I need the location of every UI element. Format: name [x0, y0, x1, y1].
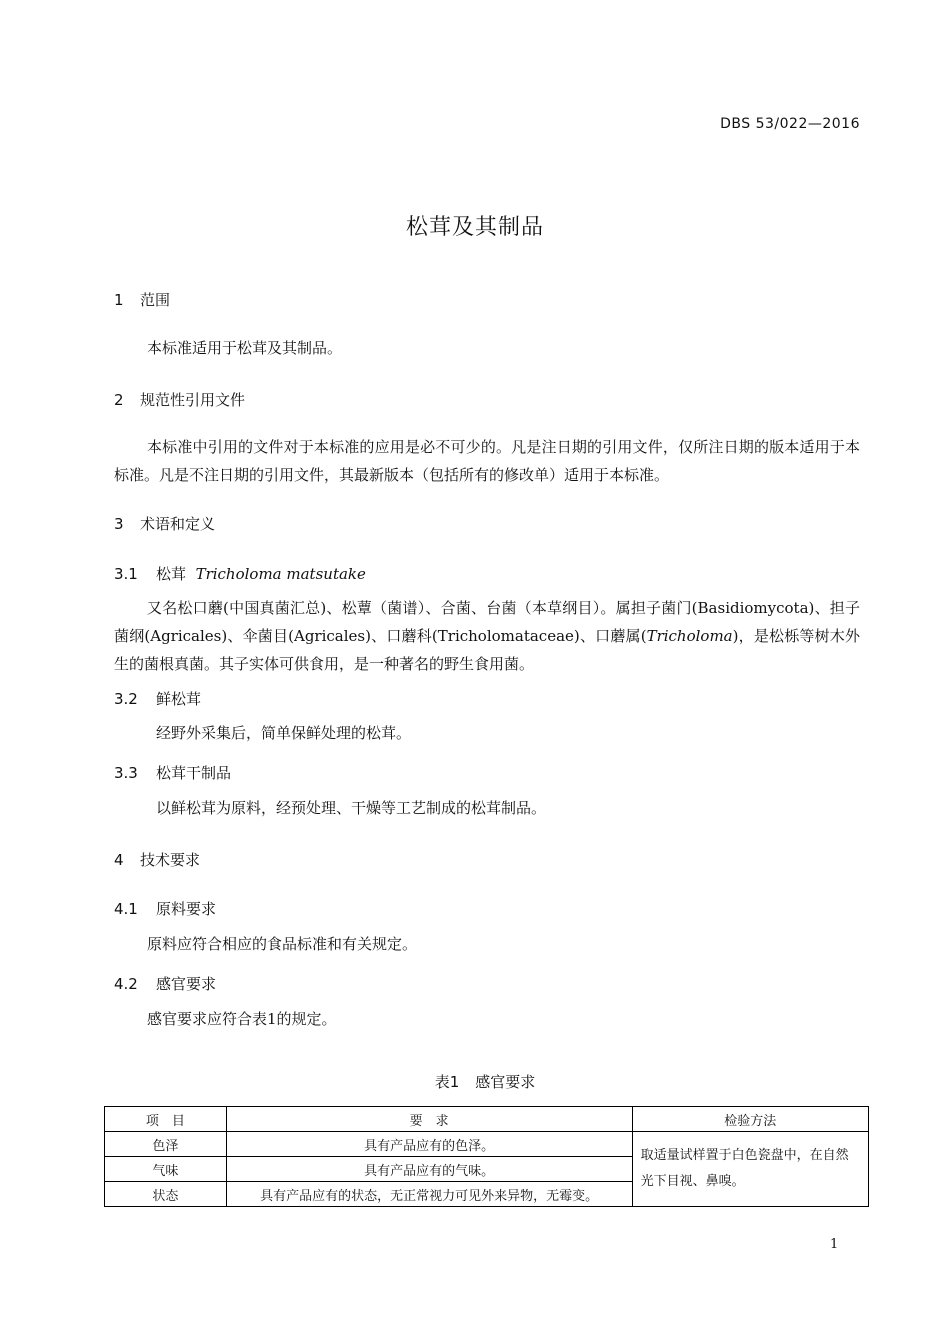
section-2-heading: [114, 389, 245, 410]
cell-requirement: 具有产品应有的状态，无正常视力可见外来异物，无霉变。: [226, 1182, 632, 1207]
section-title: 技术要求: [140, 851, 201, 869]
section-title: 松茸干制品: [156, 764, 232, 782]
section-number: 2: [114, 391, 124, 409]
section-number: 4.2: [114, 975, 138, 993]
section-number: 3.2: [114, 690, 138, 708]
section-3-1-heading: [114, 563, 366, 584]
genus-italic: Tricholoma: [646, 627, 733, 645]
cell-item: 状态: [105, 1182, 227, 1207]
header-requirement: 要 求: [226, 1107, 632, 1132]
cell-item: 色泽: [105, 1132, 227, 1157]
header-item: 项 目: [105, 1107, 227, 1132]
section-number: 3.3: [114, 764, 138, 782]
section-3-3-heading: [114, 762, 231, 783]
section-title: 规范性引用文件: [140, 391, 246, 409]
section-3-2-heading: [114, 688, 201, 709]
table-caption-number: 表1: [434, 1073, 460, 1091]
table-row: [105, 1132, 869, 1157]
section-2-body: 本标准中引用的文件对于本标准的应用是必不可少的。凡是注日期的引用文件，仅所注日期的版本适用于本标准。凡是不注日期的引用文件，其最新版本（包括所有的修改单）适用于本标准。: [114, 438, 860, 484]
section-number: 4: [114, 851, 124, 869]
cell-requirement: 具有产品应有的气味。: [226, 1157, 632, 1182]
section-title: 术语和定义: [140, 515, 216, 533]
section-1-heading: [114, 289, 170, 310]
page-number: 1: [830, 1237, 839, 1252]
section-4-2-heading: [114, 973, 216, 994]
section-3-2-body: 经野外采集后，简单保鲜处理的松茸。: [156, 724, 412, 742]
section-4-1-heading: [114, 898, 216, 919]
section-number: 4.1: [114, 900, 138, 918]
table-caption: [0, 1071, 950, 1092]
sensory-requirements-table: [104, 1106, 869, 1207]
section-3-heading: [114, 513, 215, 534]
latin-name: Tricholoma matsutake: [195, 565, 366, 583]
table-header-row: [105, 1107, 869, 1132]
table-caption-title: 感官要求: [475, 1073, 536, 1091]
section-number: 1: [114, 291, 124, 309]
section-4-1-body: 原料应符合相应的食品标准和有关规定。: [147, 935, 418, 953]
definition-text-b: )，是松栎等树木外生的菌根真菌。其子实体可供食用，是一种著名的野生食用菌。: [114, 627, 860, 673]
standard-code: DBS 53/022—2016: [720, 116, 860, 132]
section-title: 范围: [140, 291, 171, 309]
section-number: 3: [114, 515, 124, 533]
section-1-body: 本标准适用于松茸及其制品。: [147, 339, 343, 357]
definition-text-a: 又名松口蘑(中国真菌汇总)、松蕈（菌谱）、合菌、台菌（本草纲目）。属担子菌门(Basidiomycota)、担子菌纲(Agricales)、伞菌目(Agricales)、口蘑科(Tricholomataceae)、口蘑属(: [114, 599, 860, 645]
header-method: 检验方法: [632, 1107, 868, 1132]
section-4-2-body: 感官要求应符合表1的规定。: [147, 1010, 337, 1028]
section-title: 感官要求: [156, 975, 217, 993]
cell-requirement: 具有产品应有的色泽。: [226, 1132, 632, 1157]
section-number: 3.1: [114, 565, 138, 583]
section-4-heading: [114, 849, 200, 870]
section-title: 鲜松茸: [156, 690, 202, 708]
section-3-1-body: [114, 594, 860, 678]
cell-method: 取适量试样置于白色瓷盘中，在自然光下目视、鼻嗅。: [632, 1132, 868, 1207]
section-title: 原料要求: [156, 900, 217, 918]
section-3-3-body: 以鲜松茸为原料，经预处理、干燥等工艺制成的松茸制品。: [156, 799, 547, 817]
document-title: 松茸及其制品: [405, 215, 544, 240]
section-title: 松茸: [156, 565, 187, 583]
cell-item: 气味: [105, 1157, 227, 1182]
